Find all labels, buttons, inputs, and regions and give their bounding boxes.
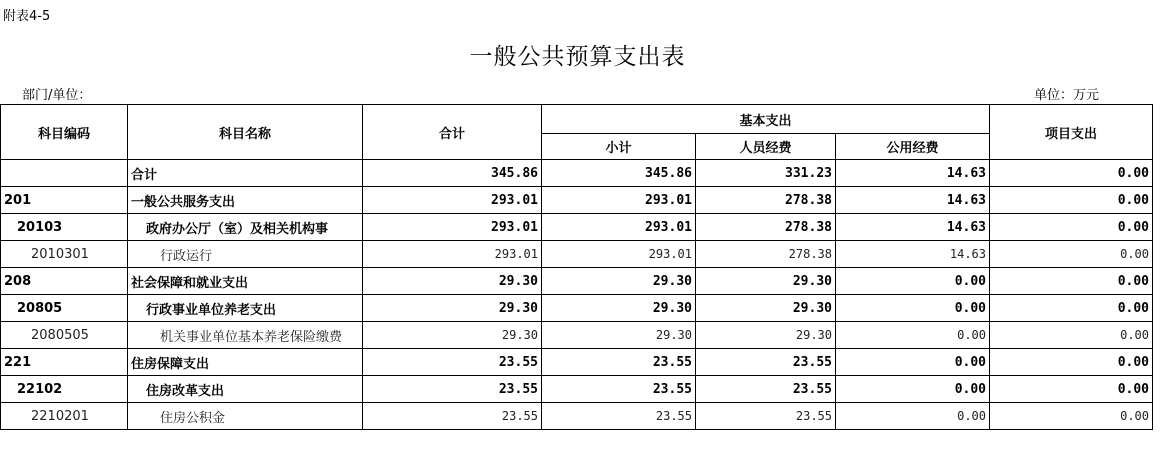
table-row: [1, 376, 1153, 403]
cell-name: 行政运行: [128, 241, 363, 268]
cell-public: 0.00: [836, 322, 990, 349]
cell-code: 2210201: [1, 403, 128, 430]
cell-code: 20805: [1, 295, 128, 322]
cell-name: 行政事业单位养老支出: [128, 295, 363, 322]
table-row: [1, 160, 1153, 187]
cell-name: 机关事业单位基本养老保险缴费: [128, 322, 363, 349]
cell-public: 0.00: [836, 376, 990, 403]
cell-project: 0.00: [990, 322, 1153, 349]
cell-total: 29.30: [363, 268, 542, 295]
cell-name: 合计: [128, 160, 363, 187]
cell-personnel: 278.38: [696, 187, 836, 214]
cell-name: 住房保障支出: [128, 349, 363, 376]
header-project: 项目支出: [990, 105, 1153, 160]
cell-project: 0.00: [990, 187, 1153, 214]
cell-personnel: 278.38: [696, 214, 836, 241]
table-row: [1, 214, 1153, 241]
department-label: 部门/单位：: [22, 88, 92, 103]
cell-subtotal: 345.86: [542, 160, 696, 187]
header-basic: 基本支出: [542, 105, 990, 134]
table-row: [1, 322, 1153, 349]
budget-table: [0, 104, 1153, 430]
cell-public: 14.63: [836, 241, 990, 268]
table-row: [1, 241, 1153, 268]
cell-personnel: 29.30: [696, 268, 836, 295]
cell-subtotal: 293.01: [542, 241, 696, 268]
cell-total: 23.55: [363, 376, 542, 403]
cell-project: 0.00: [990, 214, 1153, 241]
cell-public: 0.00: [836, 349, 990, 376]
header-code: 科目编码: [1, 105, 128, 160]
cell-project: 0.00: [990, 403, 1153, 430]
appendix-label: 附表4-5: [3, 9, 51, 24]
cell-project: 0.00: [990, 376, 1153, 403]
cell-code: 2080505: [1, 322, 128, 349]
header-personnel: 人员经费: [696, 134, 836, 160]
table-row: [1, 349, 1153, 376]
cell-personnel: 23.55: [696, 349, 836, 376]
table-row: [1, 187, 1153, 214]
header-subtotal: 小计: [542, 134, 696, 160]
cell-project: 0.00: [990, 160, 1153, 187]
cell-total: 293.01: [363, 214, 542, 241]
cell-subtotal: 293.01: [542, 214, 696, 241]
unit-label: 单位：万元: [1034, 88, 1100, 103]
cell-personnel: 29.30: [696, 322, 836, 349]
cell-name: 住房改革支出: [128, 376, 363, 403]
cell-code: 22102: [1, 376, 128, 403]
cell-total: 23.55: [363, 403, 542, 430]
cell-public: 14.63: [836, 187, 990, 214]
cell-total: 293.01: [363, 241, 542, 268]
table-body: [1, 160, 1153, 430]
cell-code: 201: [1, 187, 128, 214]
cell-personnel: 278.38: [696, 241, 836, 268]
cell-personnel: 23.55: [696, 376, 836, 403]
cell-personnel: 29.30: [696, 295, 836, 322]
cell-project: 0.00: [990, 295, 1153, 322]
cell-total: 29.30: [363, 322, 542, 349]
cell-subtotal: 23.55: [542, 376, 696, 403]
header-public: 公用经费: [836, 134, 990, 160]
cell-subtotal: 29.30: [542, 295, 696, 322]
cell-total: 23.55: [363, 349, 542, 376]
cell-subtotal: 23.55: [542, 403, 696, 430]
table-row: [1, 268, 1153, 295]
cell-name: 住房公积金: [128, 403, 363, 430]
cell-public: 0.00: [836, 268, 990, 295]
cell-subtotal: 29.30: [542, 268, 696, 295]
cell-code: 20103: [1, 214, 128, 241]
cell-project: 0.00: [990, 268, 1153, 295]
cell-public: 0.00: [836, 295, 990, 322]
page-title: 一般公共预算支出表: [469, 44, 686, 70]
cell-project: 0.00: [990, 241, 1153, 268]
cell-total: 293.01: [363, 187, 542, 214]
cell-subtotal: 23.55: [542, 349, 696, 376]
header-total: 合计: [363, 105, 542, 160]
cell-public: 14.63: [836, 160, 990, 187]
cell-total: 345.86: [363, 160, 542, 187]
header-name: 科目名称: [128, 105, 363, 160]
cell-total: 29.30: [363, 295, 542, 322]
cell-public: 14.63: [836, 214, 990, 241]
table-row: [1, 295, 1153, 322]
cell-subtotal: 293.01: [542, 187, 696, 214]
table-row: [1, 403, 1153, 430]
cell-public: 0.00: [836, 403, 990, 430]
cell-project: 0.00: [990, 349, 1153, 376]
cell-personnel: 23.55: [696, 403, 836, 430]
cell-code: [1, 160, 128, 187]
cell-code: 221: [1, 349, 128, 376]
cell-name: 一般公共服务支出: [128, 187, 363, 214]
cell-code: 2010301: [1, 241, 128, 268]
cell-name: 社会保障和就业支出: [128, 268, 363, 295]
cell-code: 208: [1, 268, 128, 295]
cell-subtotal: 29.30: [542, 322, 696, 349]
cell-name: 政府办公厅（室）及相关机构事: [128, 214, 363, 241]
cell-personnel: 331.23: [696, 160, 836, 187]
